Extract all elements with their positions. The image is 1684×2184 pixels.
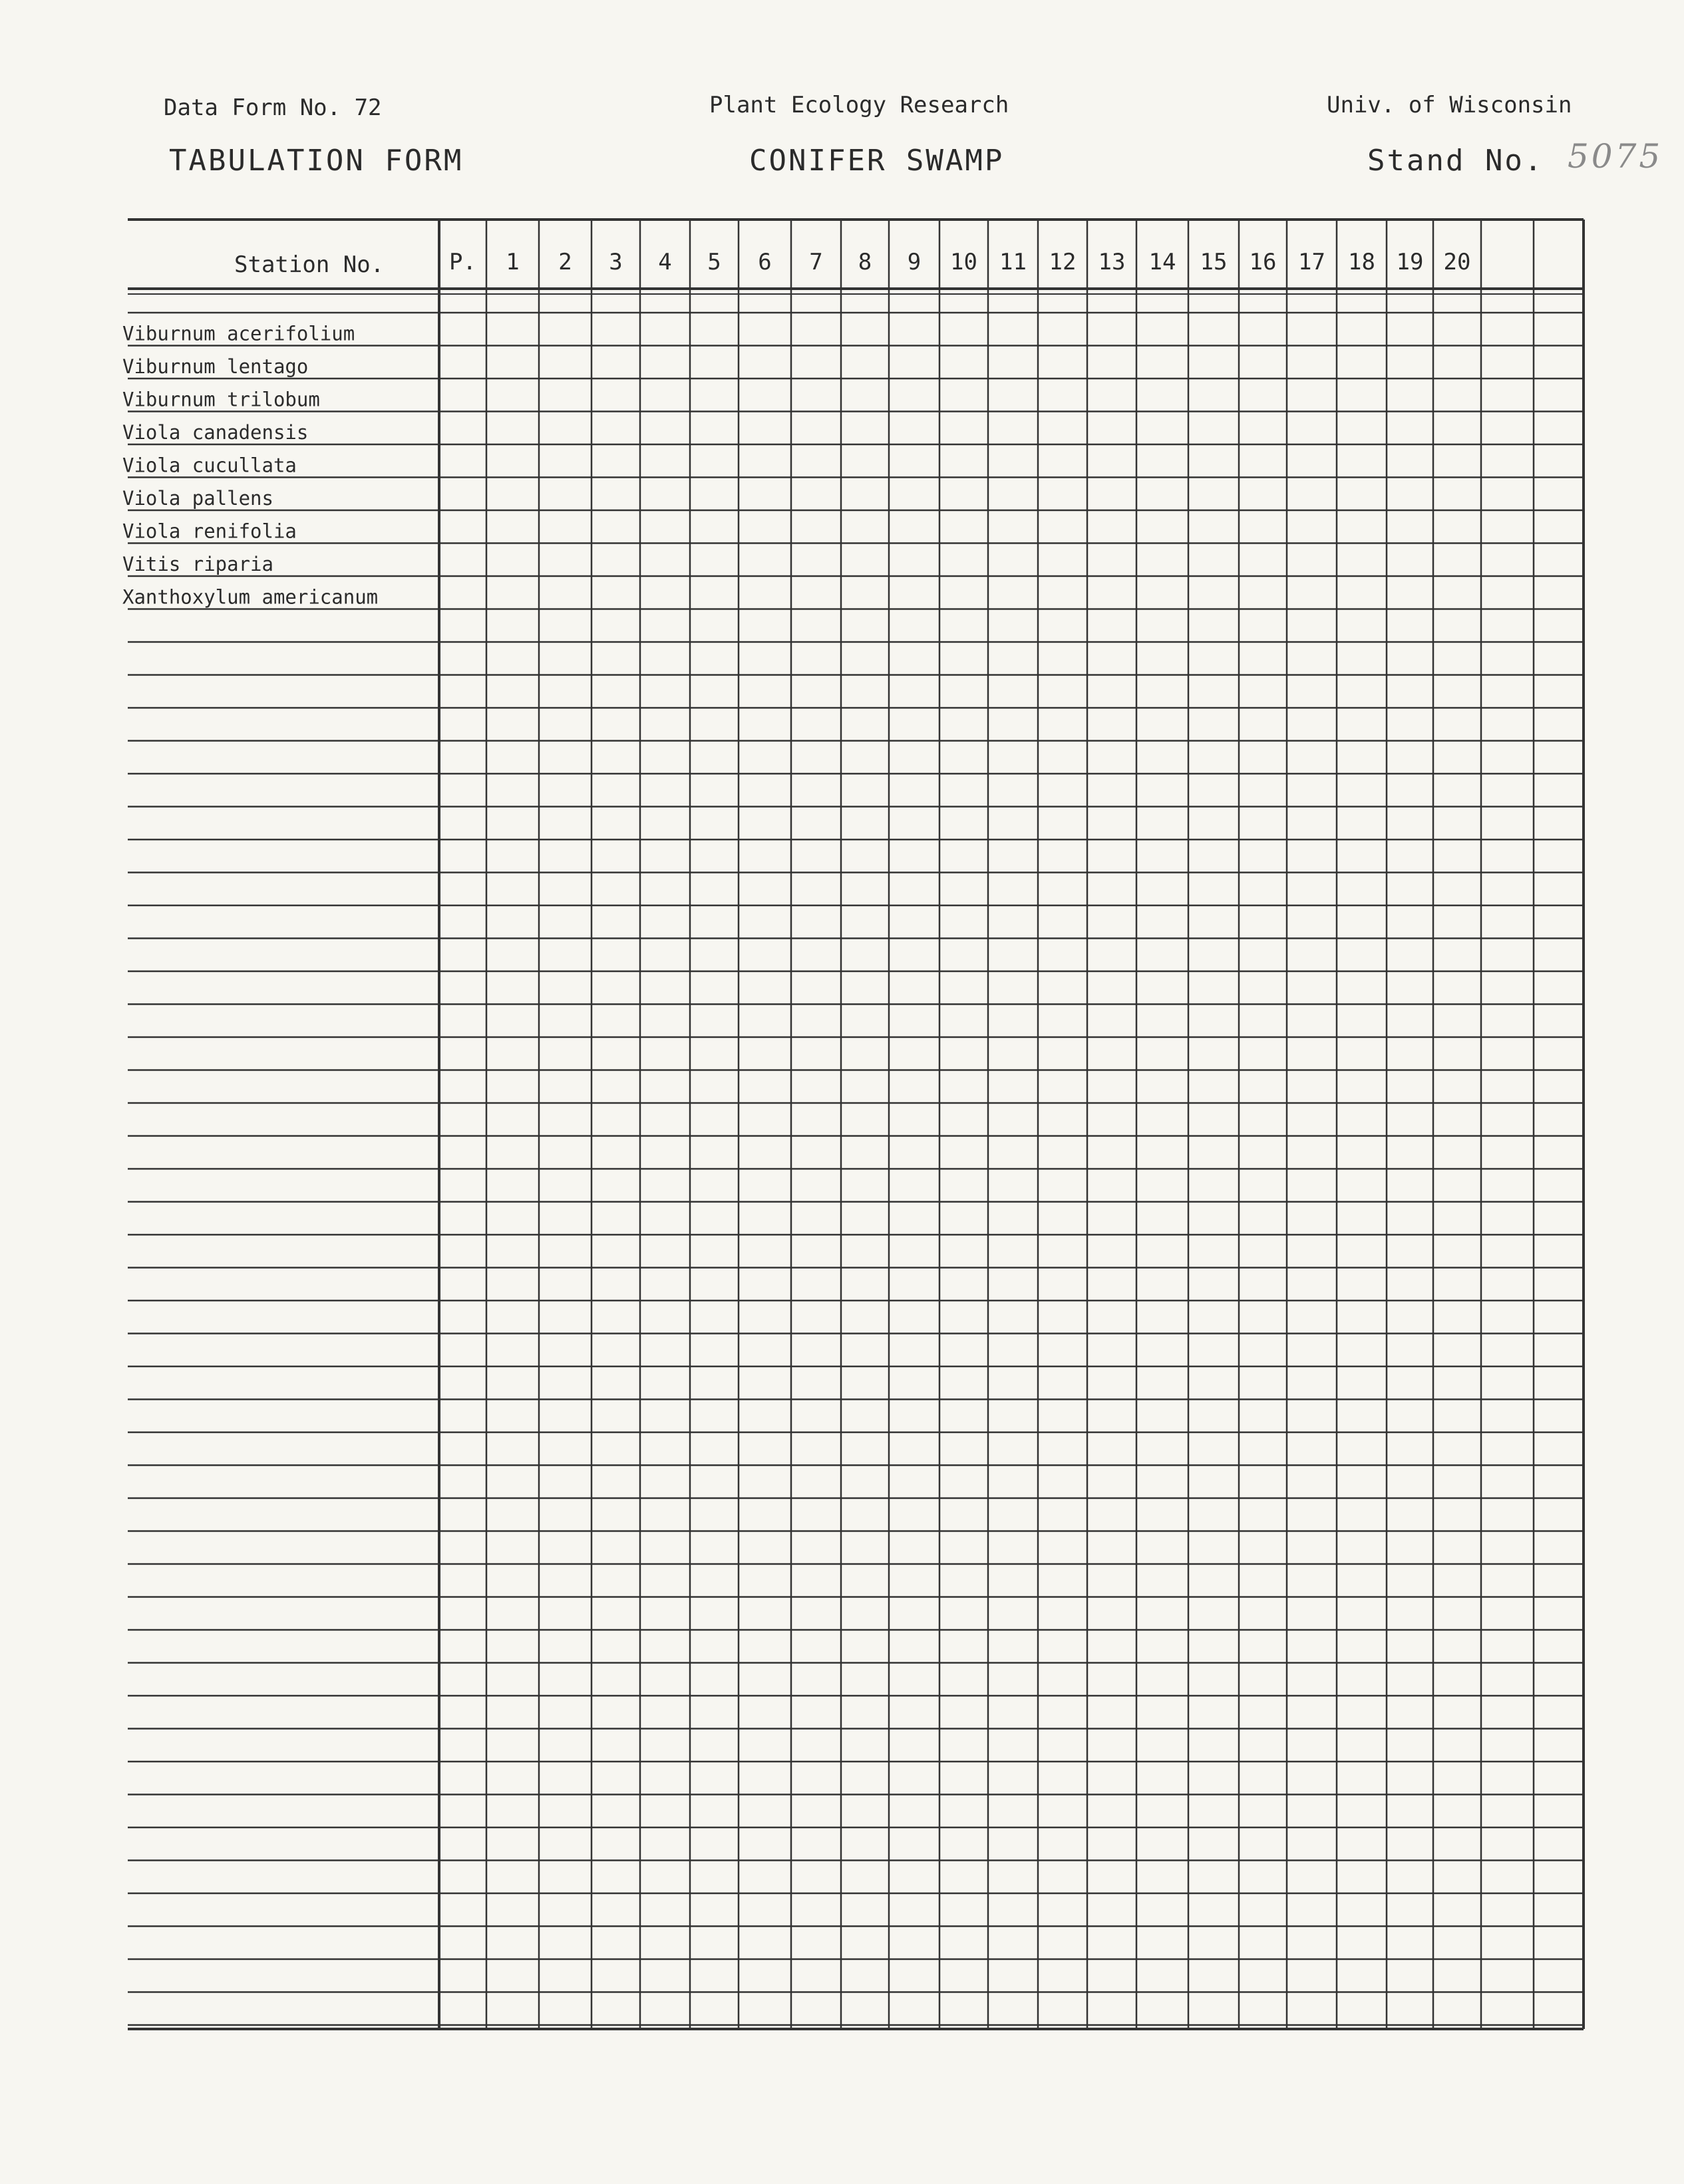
column-header: 3 <box>609 249 623 275</box>
column-header: 20 <box>1443 249 1471 275</box>
university-label: Univ. of Wisconsin <box>1327 92 1572 118</box>
species-name: Viola canadensis <box>122 421 309 444</box>
column-header: 18 <box>1348 249 1375 275</box>
column-header: 14 <box>1148 249 1176 275</box>
species-name: Viola cucullata <box>122 454 297 477</box>
form-title: TABULATION FORM <box>169 144 464 178</box>
species-name: Vitis riparia <box>122 553 273 575</box>
species-name: Viburnum lentago <box>122 355 309 378</box>
column-header: 2 <box>558 249 572 275</box>
species-name: Viburnum trilobum <box>122 388 320 411</box>
column-header: 15 <box>1200 249 1228 275</box>
column-header: 13 <box>1098 249 1126 275</box>
column-header: P. <box>449 249 476 275</box>
column-header: 16 <box>1249 249 1277 275</box>
column-header: 4 <box>658 249 672 275</box>
species-name: Viola pallens <box>122 487 273 510</box>
research-label: Plant Ecology Research <box>709 92 1009 118</box>
stand-number-label: Stand No. <box>1367 144 1544 178</box>
species-name: Xanthoxylum americanum <box>122 585 379 609</box>
column-header: 8 <box>858 249 872 275</box>
form-number: Data Form No. 72 <box>164 94 382 121</box>
column-header: 19 <box>1396 249 1424 275</box>
community-title: CONIFER SWAMP <box>749 144 1005 178</box>
column-header: 9 <box>907 249 922 275</box>
column-header: 5 <box>707 249 721 275</box>
column-header: 12 <box>1049 249 1077 275</box>
column-header: 7 <box>809 249 823 275</box>
column-header: 6 <box>758 249 772 275</box>
column-header: 17 <box>1298 249 1325 275</box>
species-name: Viola renifolia <box>122 520 297 543</box>
column-header: 11 <box>999 249 1027 275</box>
species-name: Viburnum acerifolium <box>122 322 355 345</box>
column-header: 1 <box>506 249 520 275</box>
column-header: 10 <box>950 249 977 275</box>
station-number-header: Station No. <box>234 251 385 278</box>
stand-number-value: 5075 <box>1568 137 1663 176</box>
